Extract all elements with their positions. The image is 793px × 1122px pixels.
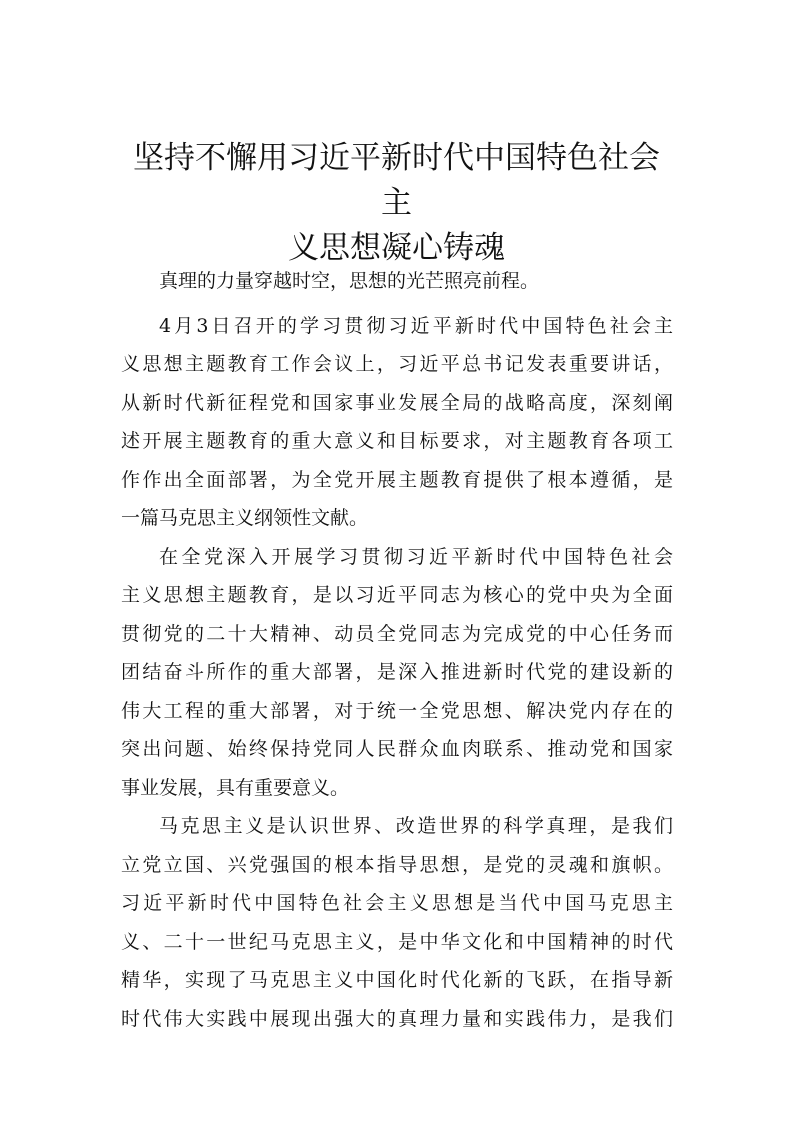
document-body [121,262,673,1038]
paragraph [121,807,673,1038]
text-line: 主义思想主题教育，是以习近平同志为核心的党中央为全面 [121,584,673,606]
paragraph [121,262,673,301]
text-line: 4月3日召开的学习贯彻习近平新时代中国特色社会主 [159,314,673,337]
text-line: 习近平新时代中国特色社会主义思想是当代中国马克思主 [121,892,673,914]
text-line: 立党立国、兴党强国的根本指导思想，是党的灵魂和旗帜。 [121,853,673,876]
text-line: 述开展主题教育的重大意义和目标要求，对主题教育各项工 [121,430,673,452]
text-line: 马克思主义是认识世界、改造世界的科学真理，是我们 [159,815,673,837]
paragraph [121,538,673,808]
text-line: 义、二十一世纪马克思主义，是中华文化和中国精神的时代 [121,930,673,953]
text-line: 义思想主题教育工作会议上，习近平总书记发表重要讲话， [121,353,673,375]
text-line: 精华，实现了马克思主义中国化时代化新的飞跃，在指导新 [121,969,673,991]
paragraph [121,307,673,538]
text-line: 团结奋斗所作的重大部署，是深入推进新时代党的建设新的 [121,661,673,683]
text-line: 从新时代新征程党和国家事业发展全局的战略高度，深刻阐 [121,391,673,414]
title-line: 坚持不懈用习近平新时代中国特色社会主 [133,140,660,221]
text-line: 时代伟大实践中展现出强大的真理力量和实践伟力，是我们 [121,1007,673,1030]
text-line: 伟大工程的重大部署，对于统一全党思想、解决党内存在的 [121,699,673,722]
text-line: 突出问题、始终保持党同人民群众血肉联系、推动党和国家 [121,738,673,760]
title-line: 义思想凝心铸魂 [288,230,505,266]
text-line: 贯彻党的二十大精神、动员全党同志为完成党的中心任务而 [121,622,673,645]
text-line: 在全党深入开展学习贯彻习近平新时代中国特色社会 [159,545,673,568]
text-line: 真理的力量穿越时空，思想的光芒照亮前程。 [159,270,540,292]
document-title [120,136,673,271]
text-line: 事业发展，具有重要意义。 [121,776,350,799]
text-line: 作作出全面部署，为全党开展主题教育提供了根本遵循，是 [121,468,673,491]
text-line: 一篇马克思主义纲领性文献。 [121,507,369,529]
